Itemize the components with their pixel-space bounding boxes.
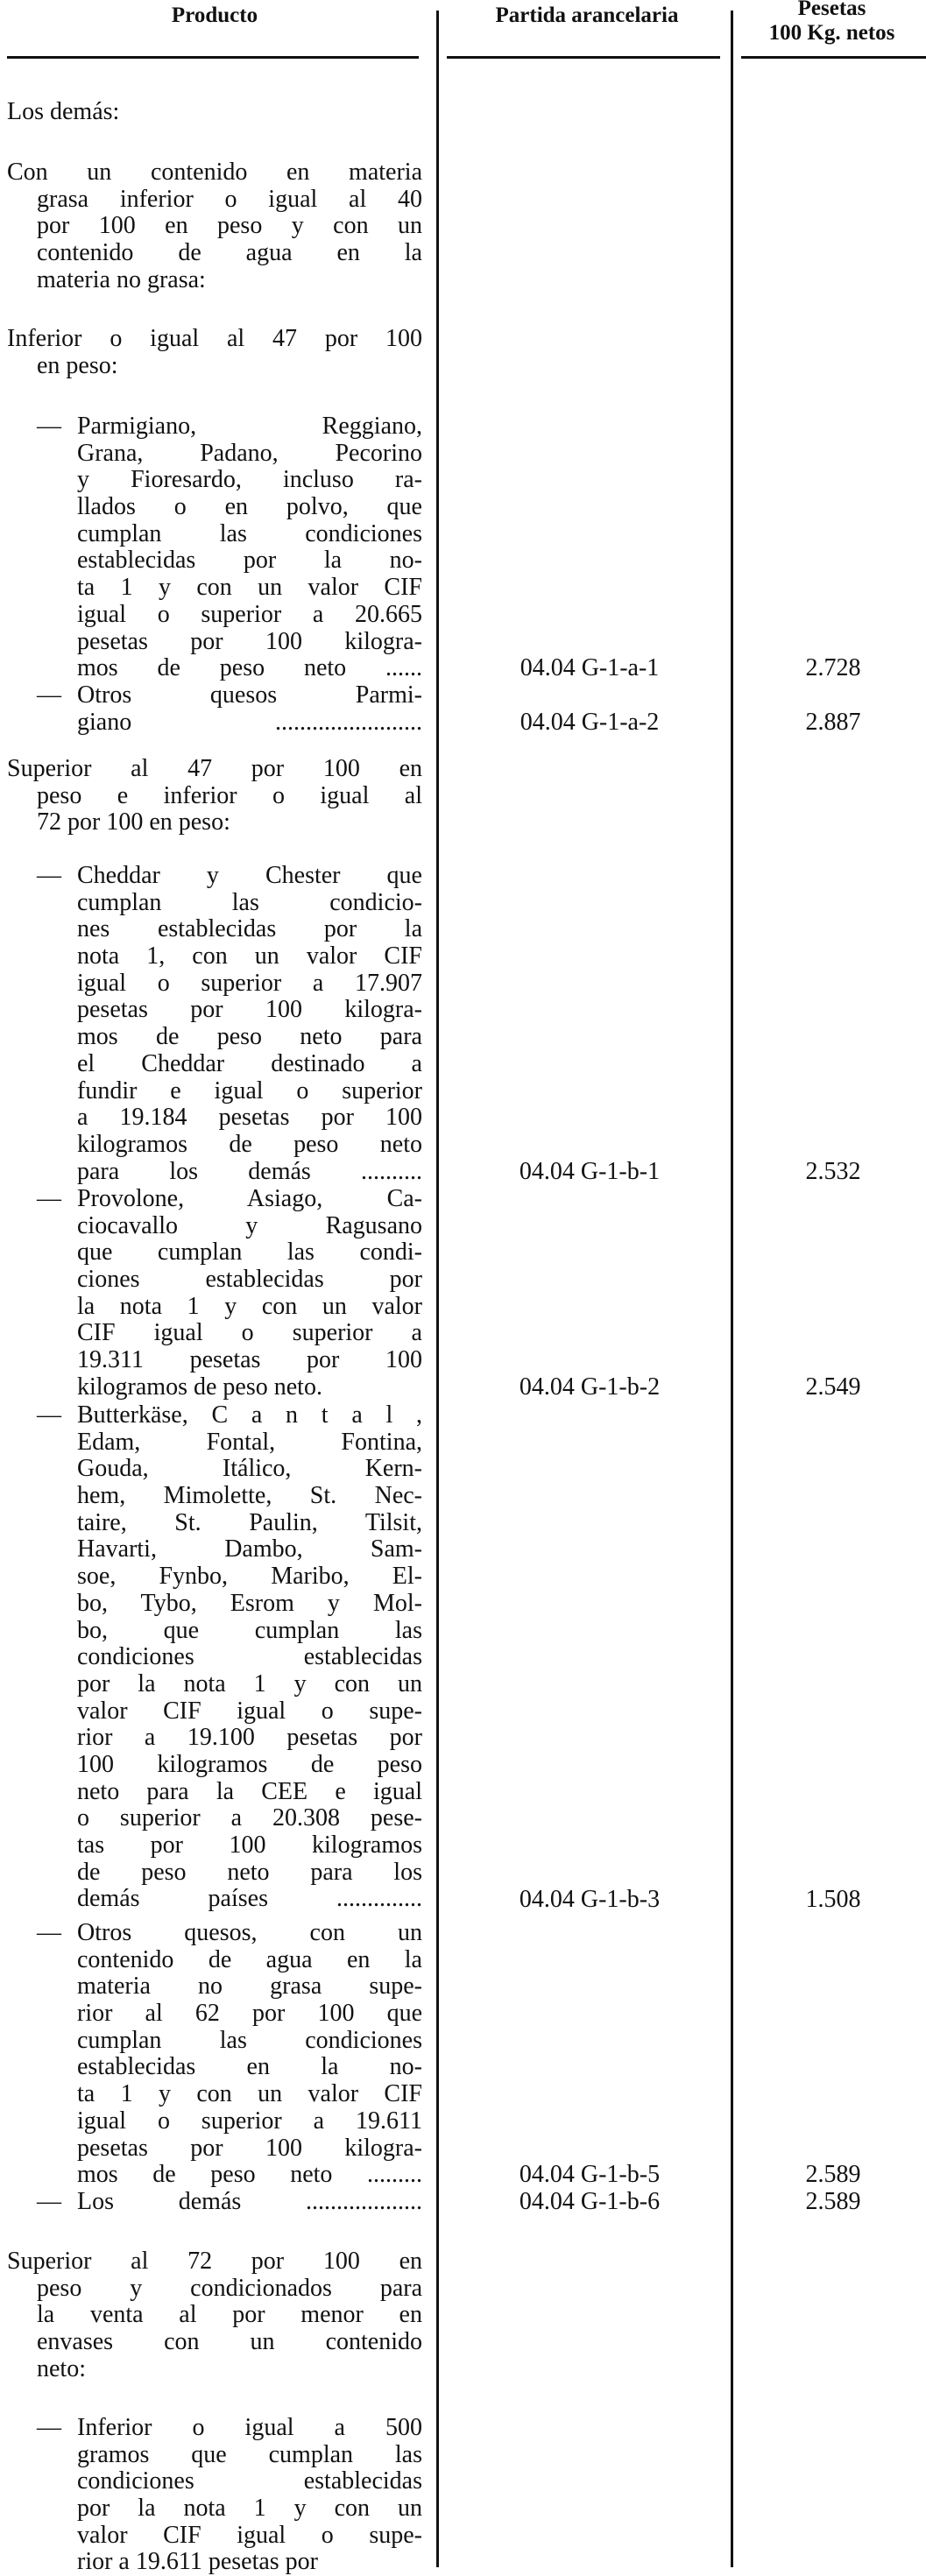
dash-bullet: —: [37, 862, 61, 889]
description-line: peso y condicionados para: [37, 2275, 422, 2302]
description-line: pesetas por 100 kilogra-: [77, 997, 422, 1024]
description-line: Superior al 72 por 100 en: [7, 2248, 422, 2275]
product-description: [7, 159, 422, 293]
description-line: valor CIF igual o supe-: [77, 1697, 422, 1725]
description-line: Edam, Fontal, Fontina,: [77, 1429, 422, 1456]
description-line: condiciones establecidas: [77, 2468, 422, 2495]
description-line: cumplan las condiciones: [77, 520, 422, 547]
description-line: neto para la CEE e igual: [77, 1778, 422, 1805]
description-line: valor CIF igual o supe-: [77, 2522, 422, 2549]
description-line: taire, St. Paulin, Tilsit,: [77, 1509, 422, 1536]
pesetas-value: 2.532: [805, 1157, 861, 1185]
description-line: contenido de agua en la: [37, 240, 422, 267]
description-line: de peso neto para los: [77, 1859, 422, 1886]
description-line: Inferior o igual a 500: [77, 2415, 422, 2441]
header-rule-pesetas: [741, 56, 926, 59]
dash-bullet: —: [37, 413, 61, 440]
pesetas-value: 2.589: [805, 2161, 861, 2189]
pesetas-value: 2.549: [805, 1373, 861, 1401]
description-line: Havarti, Dambo, Sam-: [77, 1536, 422, 1563]
description-line: Otros quesos, con un: [77, 1920, 422, 1946]
description-line: o superior a 20.308 pese-: [77, 1805, 422, 1832]
description-line: establecidas en la no-: [77, 2054, 422, 2081]
description-line: cumplan las condicio-: [77, 889, 422, 916]
description-line: demás países ..............: [77, 1886, 422, 1913]
description-line: kilogramos de peso neto.: [77, 1373, 322, 1401]
pesetas-value: 2.887: [805, 708, 861, 736]
product-description: [7, 2415, 422, 2576]
pesetas-value: 2.589: [805, 2188, 861, 2215]
description-line: igual o superior a 20.665: [77, 601, 422, 628]
description-line: gramos que cumplan las: [77, 2441, 422, 2468]
tariff-code: 04.04 G-1-b-2: [519, 1373, 661, 1401]
dash-bullet: —: [37, 1401, 61, 1429]
description-line: igual o superior a 17.907: [77, 970, 422, 997]
description-line: para los demás ..........: [77, 1158, 422, 1185]
product-description: [7, 326, 422, 379]
description-line: pesetas por 100 kilogra-: [77, 2135, 422, 2162]
tariff-code: 04.04 G-1-b-1: [519, 1157, 661, 1185]
description-line: mos de peso neto para: [77, 1024, 422, 1051]
tariff-code: 04.04 G-1-b-5: [519, 2161, 661, 2189]
tariff-code: 04.04 G-1-b-6: [519, 2188, 661, 2215]
description-line: mos de peso neto ......: [77, 655, 422, 682]
header-rule-partida: [447, 56, 720, 59]
column-divider-1: [436, 11, 439, 2567]
description-line: nota 1, con un valor CIF: [77, 943, 422, 970]
description-line: en peso:: [37, 352, 118, 379]
description-line: Gouda, Itálico, Kern-: [77, 1456, 422, 1483]
description-line: ciones establecidas por: [77, 1267, 422, 1294]
description-line: 72 por 100 en peso:: [37, 809, 230, 836]
description-line: establecidas por la no-: [77, 547, 422, 575]
description-line: mos de peso neto .........: [77, 2162, 422, 2189]
description-line: Cheddar y Chester que: [77, 863, 422, 889]
tariff-code: 04.04 G-1-a-2: [520, 708, 660, 736]
description-line: peso e inferior o igual al: [37, 782, 422, 809]
description-line: envases con un contenido: [37, 2329, 422, 2356]
description-line: neto:: [37, 2355, 86, 2382]
description-line: Inferior o igual al 47 por 100: [7, 326, 422, 352]
tariff-code: 04.04 G-1-a-1: [520, 654, 660, 682]
description-line: Provolone, Asiago, Ca-: [77, 1186, 422, 1212]
description-line: Parmigiano, Reggiano,: [77, 413, 422, 440]
tariff-code: 04.04 G-1-b-3: [519, 1885, 661, 1913]
dash-bullet: —: [37, 2414, 61, 2441]
description-line: 19.311 pesetas por 100: [77, 1347, 422, 1374]
description-line: soe, Fynbo, Maribo, El-: [77, 1563, 422, 1591]
pesetas-value: 2.728: [805, 654, 861, 682]
description-line: giano ........................: [77, 709, 422, 736]
description-line: a 19.184 pesetas por 100: [77, 1105, 422, 1132]
description-line: Con un contenido en materia: [7, 159, 422, 186]
description-line: rior a 19.611 pesetas por: [77, 2549, 318, 2576]
product-description: [7, 1402, 422, 1913]
product-description: [7, 99, 422, 126]
dash-bullet: —: [37, 681, 61, 709]
pesetas-value: 1.508: [805, 1885, 861, 1913]
description-line: fundir e igual o superior: [77, 1077, 422, 1105]
column-header-pesetas-line1: Pesetas: [797, 0, 866, 20]
description-line: materia no grasa:: [37, 266, 206, 293]
description-line: bo, Tybo, Esrom y Mol-: [77, 1590, 422, 1617]
description-line: Otros quesos Parmi-: [77, 682, 422, 709]
description-line: materia no grasa supe-: [77, 1973, 422, 2001]
product-description: [7, 2248, 422, 2382]
description-line: tas por 100 kilogramos: [77, 1832, 422, 1859]
description-line: contenido de agua en la: [77, 1946, 422, 1973]
product-description: [7, 756, 422, 836]
product-description: [7, 682, 422, 736]
description-line: ta 1 y con un valor CIF: [77, 575, 422, 602]
description-line: Butterkäse, C a n t a l ,: [77, 1402, 422, 1429]
description-line: CIF igual o superior a: [77, 1320, 422, 1347]
description-line: rior a 19.100 pesetas por: [77, 1725, 422, 1752]
description-line: grasa inferior o igual al 40: [37, 186, 422, 213]
description-line: que cumplan las condi-: [77, 1239, 422, 1267]
product-description: [7, 863, 422, 1185]
product-description: [7, 2189, 422, 2216]
description-line: condiciones establecidas: [77, 1644, 422, 1671]
description-line: llados o en polvo, que: [77, 494, 422, 521]
dash-bullet: —: [37, 1185, 61, 1212]
column-header-producto: Producto: [171, 4, 258, 27]
description-line: la nota 1 y con un valor: [77, 1293, 422, 1320]
column-header-pesetas-line2: 100 Kg. netos: [768, 21, 895, 45]
description-line: ta 1 y con un valor CIF: [77, 2081, 422, 2108]
product-description: [7, 1920, 422, 2189]
column-header-pesetas: [738, 0, 926, 46]
description-line: Los demás ...................: [77, 2189, 422, 2215]
description-line: pesetas por 100 kilogra-: [77, 628, 422, 655]
header-rule-producto: [7, 56, 419, 59]
description-line: kilogramos de peso neto: [77, 1131, 422, 1158]
description-line: ciocavallo y Ragusano: [77, 1212, 422, 1239]
description-line: igual o superior a 19.611: [77, 2107, 422, 2135]
description-line: por 100 en peso y con un: [37, 213, 422, 240]
description-line: rior al 62 por 100 que: [77, 2001, 422, 2028]
description-line: bo, que cumplan las: [77, 1617, 422, 1644]
description-line: y Fioresardo, incluso ra-: [77, 467, 422, 494]
description-line: hem, Mimolette, St. Nec-: [77, 1483, 422, 1510]
product-description: [7, 413, 422, 682]
description-line: por la nota 1 y con un: [77, 2495, 422, 2523]
description-line: la venta al por menor en: [37, 2302, 422, 2329]
description-line: Superior al 47 por 100 en: [7, 756, 422, 782]
product-description: [7, 1186, 422, 1401]
description-line: Grana, Padano, Pecorino: [77, 440, 422, 467]
description-line: cumplan las condiciones: [77, 2027, 422, 2054]
description-line: el Cheddar destinado a: [77, 1050, 422, 1077]
column-header-partida: Partida arancelaria: [495, 4, 679, 27]
description-line: 100 kilogramos de peso: [77, 1751, 422, 1778]
description-line: nes establecidas por la: [77, 916, 422, 943]
dash-bullet: —: [37, 2188, 61, 2215]
dash-bullet: —: [37, 1919, 61, 1946]
description-line: por la nota 1 y con un: [77, 1670, 422, 1697]
description-line: Los demás:: [7, 99, 120, 125]
